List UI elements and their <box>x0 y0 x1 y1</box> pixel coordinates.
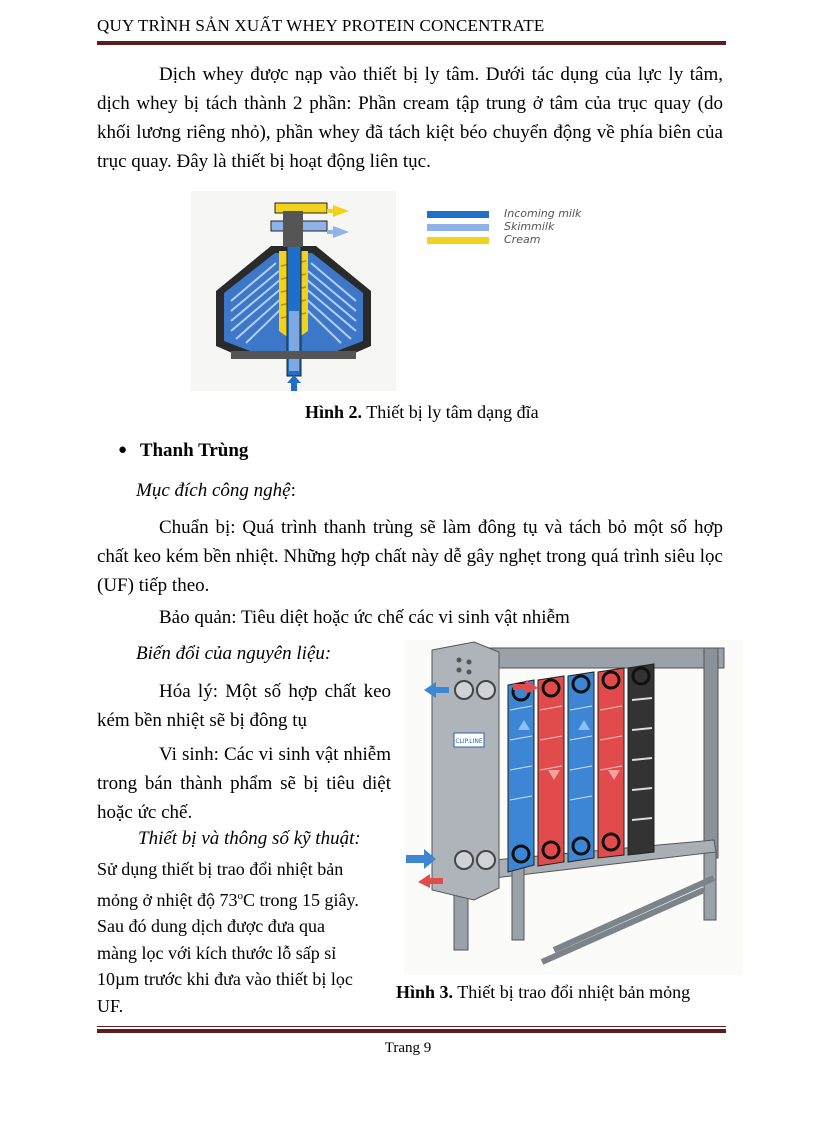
change-heading: Biến đổi của nguyên liệu: <box>136 643 332 664</box>
brand-badge-text: CLIP.LINE <box>455 738 483 745</box>
section-title: Thanh Trùng <box>139 440 249 461</box>
page-header-title: QUY TRÌNH SẢN XUẤT WHEY PROTEIN CONCENTRATE <box>97 16 545 35</box>
heat-exchanger-figure <box>404 640 742 975</box>
legend-swatch-skimmilk <box>427 224 489 231</box>
centrifuge-figure <box>191 191 396 391</box>
figure2-caption-text: Thiết bị ly tâm dạng đĩa <box>362 402 539 422</box>
footer-rule-thick <box>97 1029 726 1033</box>
equipment-line: mỏng ở nhiệt độ 73$^o$C trong 15 giây. <box>97 889 359 910</box>
legend-label-skimmilk: Skimmilk <box>504 220 555 233</box>
bullet-dot-icon: ● <box>118 442 128 458</box>
equipment-line: Sử dụng thiết bị trao đổi nhiệt bản <box>97 859 344 879</box>
disc-centrifuge-illustration <box>191 191 396 391</box>
equipment-line: UF. <box>97 995 124 1016</box>
physchem-paragraph: Hóa lý: Một số hợp chất keo kém bền nhiệt sẽ bị đông tụ <box>97 681 391 731</box>
figure3-caption-text: Thiết bị trao đổi nhiệt bản mỏng <box>453 982 691 1002</box>
legend-swatch-incoming <box>427 211 489 218</box>
legend-label-incoming: Incoming milk <box>504 207 582 220</box>
prep-paragraph: Chuẩn bị: Quá trình thanh trùng sẽ làm đông tụ và tách bỏ một số hợp chất keo kém bền nhiệt. Những hợp chất này dễ gây nghẹt trong quá trình siêu lọc (UF) tiếp theo. <box>97 517 723 596</box>
figure3-caption <box>396 982 690 1003</box>
section-bullet <box>118 440 248 462</box>
preserve-paragraph: Bảo quản: Tiêu diệt hoặc ức chế các vi sinh vật nhiễm <box>159 607 570 628</box>
figure3-caption-number: Hình 3. <box>396 982 454 1002</box>
legend-swatch-cream <box>427 237 489 244</box>
equipment-line: 10µm trước khi đưa vào thiết bị lọc <box>97 969 353 989</box>
footer-rule-thin <box>97 1026 726 1027</box>
equipment-heading: Thiết bị và thông số kỹ thuật: <box>138 828 361 849</box>
legend-label-cream: Cream <box>504 233 541 246</box>
figure2-caption <box>305 402 539 423</box>
plate-heat-exchanger-illustration <box>404 640 742 975</box>
equipment-line: Sau đó dung dịch được đưa qua <box>97 916 325 936</box>
micro-paragraph: Vi sinh: Các vi sinh vật nhiễm trong bán thành phẩm sẽ bị tiêu diệt hoặc ức chế. <box>97 744 391 823</box>
purpose-label: Mục đích công nghệ <box>136 480 291 501</box>
figure2-caption-number: Hình 2. <box>305 402 363 422</box>
intro-paragraph: Dịch whey được nạp vào thiết bị ly tâm. Dưới tác dụng của lực ly tâm, dịch whey bị tách thành 2 phần: Phần cream tập trung ở tâm của trục quay (do khối lương riêng nhỏ), phần whey đã tách kiệt béo chuyển động về phía biên của trục quay. Đây là thiết bị hoạt động liên tục. <box>97 64 723 172</box>
page-number: Trang 9 <box>384 1040 432 1056</box>
purpose-heading <box>136 480 296 502</box>
equipment-line: màng lọc với kích thước lỗ sấp sỉ <box>97 942 337 963</box>
equipment-text <box>97 856 397 1019</box>
purpose-colon: : <box>290 480 296 501</box>
header-rule <box>97 41 726 45</box>
centrifuge-legend <box>427 207 587 255</box>
